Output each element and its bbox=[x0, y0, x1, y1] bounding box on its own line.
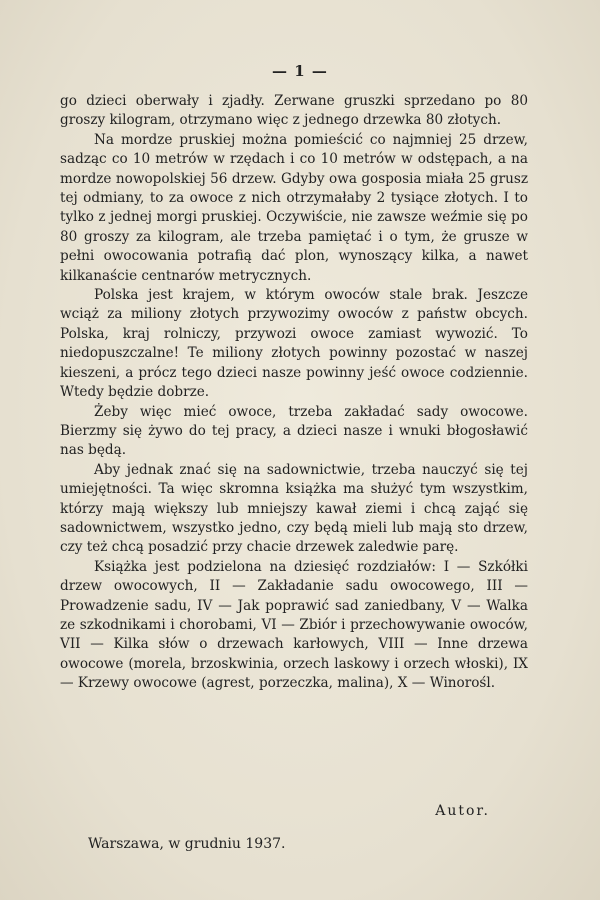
author-signature: Autor. bbox=[435, 803, 490, 819]
paragraph: go dzieci oberwały i zjadły. Zerwane gruszki sprzedano po 80 groszy kilogram, otrzymano więc z jednego drzewka 80 złotych. bbox=[60, 93, 528, 129]
place-date: Warszawa, w grudniu 1937. bbox=[88, 836, 286, 852]
paragraph: Książka jest podzielona na dziesięć rozdziałów: I — Szkółki drzew owocowych, II — Zakładanie sadu owocowego, III — Prowadzenie sadu, IV — Jak poprawić sad zaniedbany, V — Walka ze szkodnikami i chorobami, VI — Zbiór i przechowywanie owoców, VII — Kilka słów o drzewach karłowych, VIII — Inne drzewa owocowe (morela, brzoskwinia, orzech laskowy i orzech włoski), IX — Krzewy owocowe (agrest, porzeczka, malina), X — Winorośl. bbox=[60, 558, 528, 692]
paragraph: Żeby więc mieć owoce, trzeba zakładać sady owocowe. Bierzmy się żywo do tej pracy, a dzieci nasze i wnuki błogosławić nas będą. bbox=[60, 403, 528, 459]
paragraph: Aby jednak znać się na sadownictwie, trzeba nauczyć się tej umiejętności. Ta więc skromna książka ma służyć tym wszystkim, którzy mają większy lub mniejszy kawał ziemi i chcą zająć się sadownictwem, wszystko jedno, czy będą mieli lub mają sto drzew, czy też chcą posadzić przy chacie drzewek zaledwie parę. bbox=[60, 461, 528, 556]
paragraph: Na mordze pruskiej można pomieścić co najmniej 25 drzew, sadząc co 10 metrów w rzędach i co 10 metrów w odstępach, a na mordze nowopolskiej 56 drzew. Gdyby owa gosposia miała 25 grusz tej odmiany, to za owoce z nich otrzymałaby 2 tysiące złotych. I to tylko z jednej morgi pruskiej. Oczywiście, nie zawsze weźmie się po 80 groszy za kilogram, ale trzeba pamiętać i o tym, że grusze w pełni owocowania potrafią dać plon, wynoszący kilka, a nawet kilkanaście centnarów metrycznych. bbox=[60, 131, 528, 284]
page-number: — 1 — bbox=[272, 62, 328, 80]
paragraph: Polska jest krajem, w którym owoców stale brak. Jeszcze wciąż za miliony złotych przywozimy owoców z państw obcych. Polska, kraj rolniczy, przywozi owoce zamiast wywozić. To niedopuszczalne! Te miliony złotych powinny pozostać w naszej kieszeni, a prócz tego dzieci nasze powinny jeść owoce codziennie. Wtedy będzie dobrze. bbox=[60, 287, 528, 401]
body-text bbox=[60, 92, 528, 694]
